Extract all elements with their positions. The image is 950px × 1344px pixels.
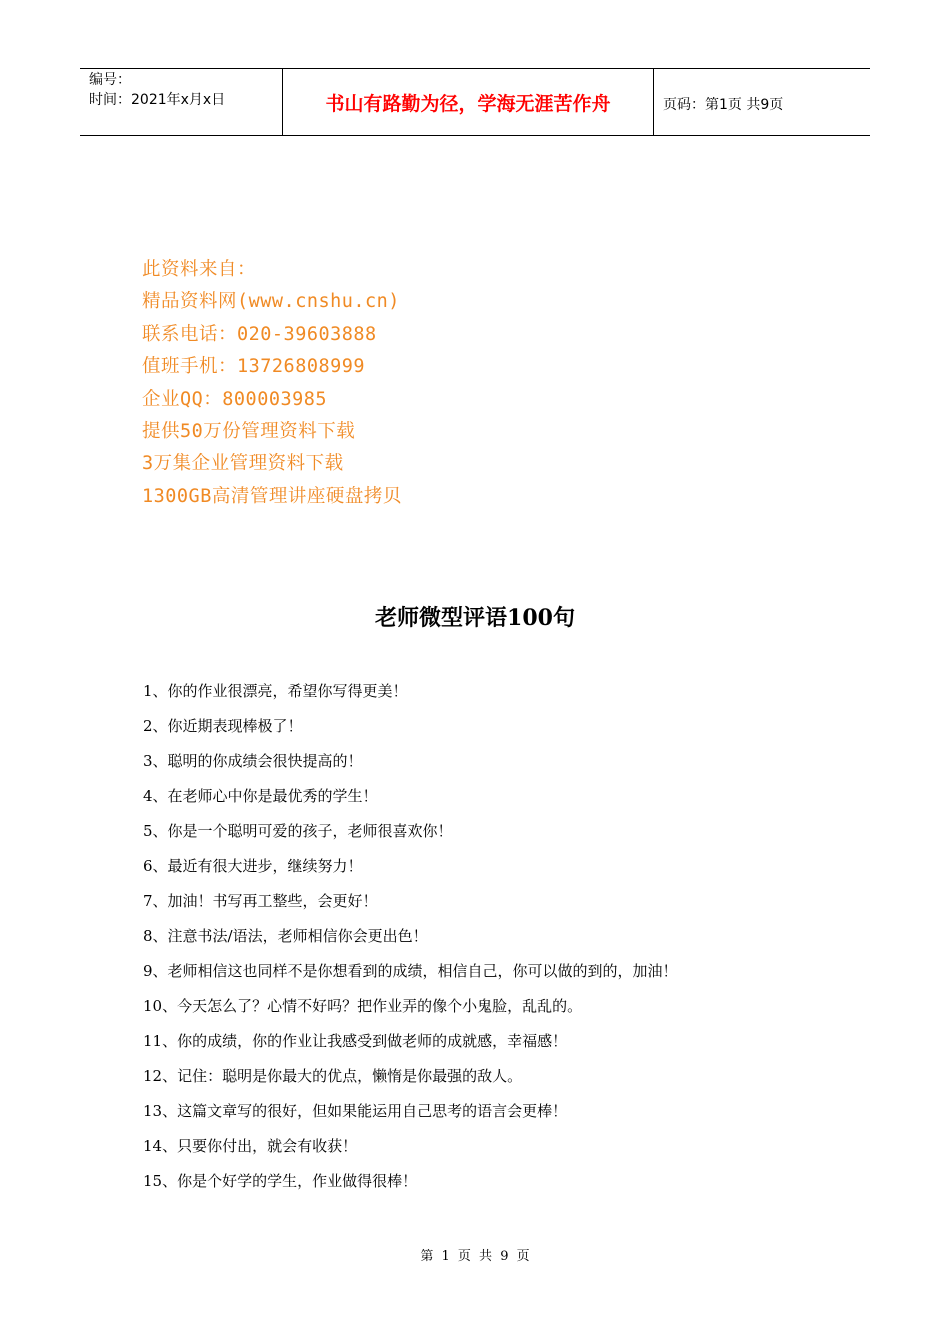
- list-item: 14、只要你付出，就会有收获！: [143, 1137, 358, 1155]
- source-line: 精品资料网(www.cnshu.cn): [142, 291, 400, 313]
- list-item: 7、加油！书写再工整些，会更好！: [143, 892, 378, 910]
- header-motto: 书山有路勤为径，学海无涯苦作舟: [325, 93, 611, 115]
- list-item: 6、最近有很大进步，继续努力！: [143, 857, 363, 875]
- document-number-label: 编号：: [89, 72, 131, 88]
- list-item: 8、注意书法/语法，老师相信你会更出色！: [143, 927, 428, 945]
- document-header: [80, 68, 870, 136]
- list-item: 2、你近期表现棒极了！: [143, 717, 303, 735]
- list-item: 11、你的成绩，你的作业让我感受到做老师的成就感，幸福感！: [143, 1032, 568, 1050]
- source-line: 联系电话：020-39603888: [142, 323, 377, 345]
- comment-list: [143, 679, 678, 1204]
- source-line: 1300GB高清管理讲座硬盘拷贝: [142, 485, 402, 507]
- document-title: 老师微型评语100句: [375, 605, 575, 631]
- source-line: 值班手机：13726808999: [142, 356, 366, 378]
- list-item: 15、你是个好学的学生，作业做得很棒！: [143, 1172, 418, 1190]
- header-motto-cell: [282, 69, 654, 135]
- list-item: 5、你是一个聪明可爱的孩子，老师很喜欢你！: [143, 822, 453, 840]
- list-item: 9、老师相信这也同样不是你想看到的成绩，相信自己，你可以做的到的，加油！: [143, 962, 678, 980]
- list-item: 10、今天怎么了？心情不好吗？把作业弄的像个小鬼脸，乱乱的。: [143, 997, 583, 1015]
- document-date-label: 时间：2021年x月x日: [89, 92, 226, 108]
- source-info-block: [142, 254, 402, 513]
- source-line: 此资料来自：: [142, 259, 257, 280]
- list-item: 3、聪明的你成绩会很快提高的！: [143, 752, 363, 770]
- source-line: 3万集企业管理资料下载: [142, 453, 344, 475]
- page-footer: 第 1 页 共 9 页: [420, 1249, 530, 1264]
- list-item: 1、你的作业很漂亮，希望你写得更美！: [143, 682, 408, 700]
- header-page-cell: [654, 69, 870, 135]
- list-item: 13、这篇文章写的很好，但如果能运用自己思考的语言会更棒！: [143, 1102, 568, 1120]
- source-line: 企业QQ：800003985: [142, 388, 328, 410]
- header-page-info: 页码：第1页 共9页: [663, 97, 784, 113]
- header-left-cell: [80, 69, 282, 135]
- source-line: 提供50万份管理资料下载: [142, 421, 356, 443]
- list-item: 12、记住：聪明是你最大的优点，懒惰是你最强的敌人。: [143, 1067, 523, 1085]
- list-item: 4、在老师心中你是最优秀的学生！: [143, 787, 378, 805]
